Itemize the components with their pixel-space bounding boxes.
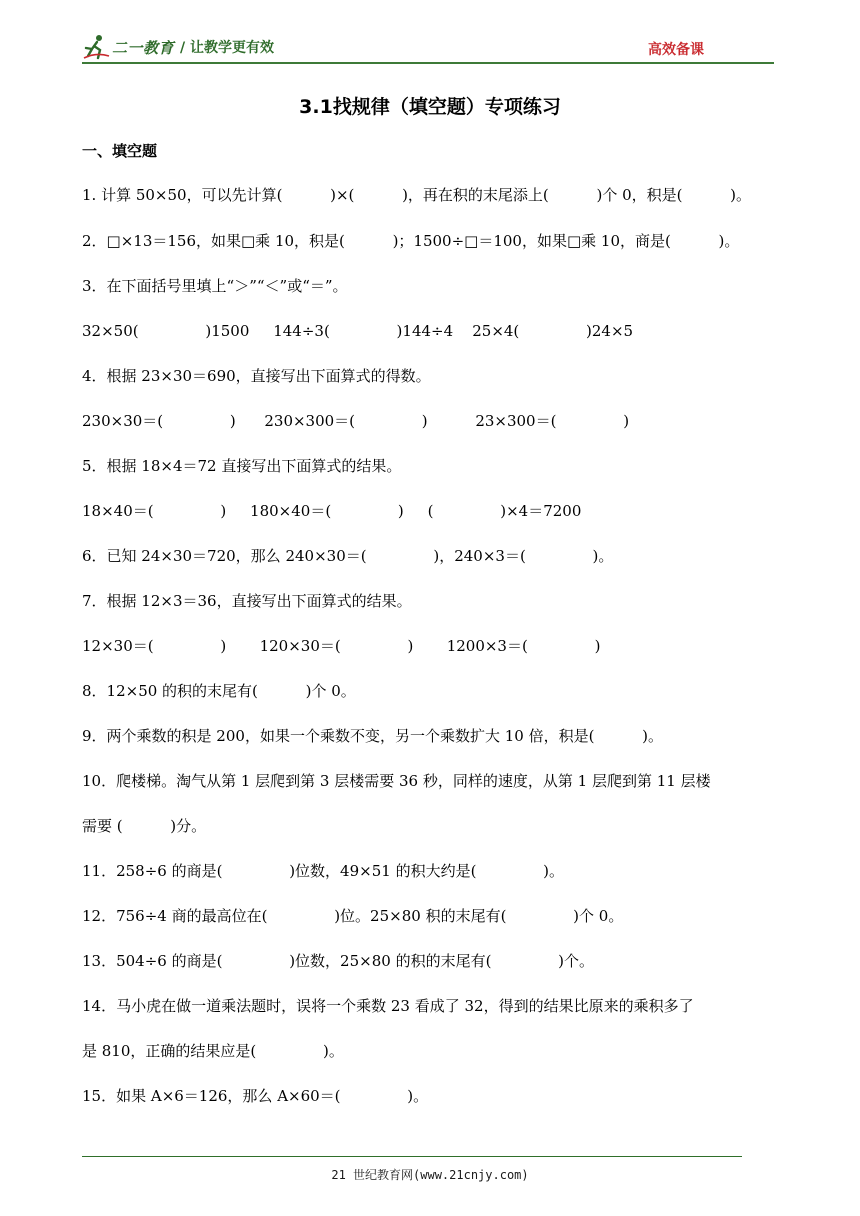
logo [82, 34, 274, 60]
question-line: 9．两个乘数的积是 200，如果一个乘数不变，另一个乘数扩大 10 倍，积是( )。 [82, 727, 663, 745]
question-line: 12．756÷4 商的最高位在( )位。25×80 积的末尾有( )个 0。 [82, 907, 624, 925]
question-line: 1. 计算 50×50，可以先计算( )×( )，再在积的末尾添上( )个 0，积是( )。 [82, 186, 752, 204]
question-line: 6．已知 24×30＝720，那么 240×30＝( )，240×3＝( )。 [82, 547, 614, 565]
logo-text: 二一教育 [112, 38, 175, 57]
running-figure-icon [82, 34, 110, 60]
footer-divider [82, 1156, 742, 1157]
header-right-label: 高效备课 [648, 42, 704, 58]
question-line: 10．爬楼梯。淘气从第 1 层爬到第 3 层楼需要 36 秒，同样的速度，从第 1 层爬到第 11 层楼 [82, 772, 711, 790]
footer-text: 21 世纪教育网(www.21cnjy.com) [331, 1168, 529, 1182]
question-line: 7．根据 12×3＝36，直接写出下面算式的结果。 [82, 592, 412, 610]
question-line: 12×30＝( ) 120×30＝( ) 1200×3＝( ) [82, 637, 601, 655]
question-line: 32×50( )1500 144÷3( )144÷4 25×4( )24×5 [82, 322, 634, 340]
question-line: 13．504÷6 的商是( )位数，25×80 的积的末尾有( )个。 [82, 952, 595, 970]
question-line: 11．258÷6 的商是( )位数，49×51 的积大约是( )。 [82, 862, 565, 880]
question-line: 18×40＝( ) 180×40＝( ) ( )×4＝7200 [82, 502, 582, 520]
question-line: 8．12×50 的积的末尾有( )个 0。 [82, 682, 356, 700]
page-title: 3.1找规律（填空题）专项练习 [299, 96, 561, 118]
question-line: 15．如果 A×6＝126，那么 A×60＝( )。 [82, 1087, 429, 1105]
question-line: 14．马小虎在做一道乘法题时，误将一个乘数 23 看成了 32，得到的结果比原来的乘积多了 [82, 997, 694, 1015]
question-line: 4．根据 23×30＝690，直接写出下面算式的得数。 [82, 367, 431, 385]
question-line: 3．在下面括号里填上“＞”“＜”或“＝”。 [82, 277, 348, 295]
question-line: 是 810，正确的结果应是( )。 [82, 1042, 344, 1060]
question-line: 需要 ( )分。 [82, 817, 207, 835]
question-line: 5．根据 18×4＝72 直接写出下面算式的结果。 [82, 457, 402, 475]
page-header [82, 34, 774, 62]
header-divider [82, 62, 774, 64]
question-line: 230×30＝( ) 230×300＝( ) 23×300＝( ) [82, 412, 630, 430]
question-line: 2．□×13＝156，如果□乘 10，积是( )；1500÷□＝100，如果□乘 10，商是( )。 [82, 232, 740, 250]
slogan: / 让教学更有效 [180, 40, 275, 56]
section-heading: 一、填空题 [82, 142, 158, 160]
